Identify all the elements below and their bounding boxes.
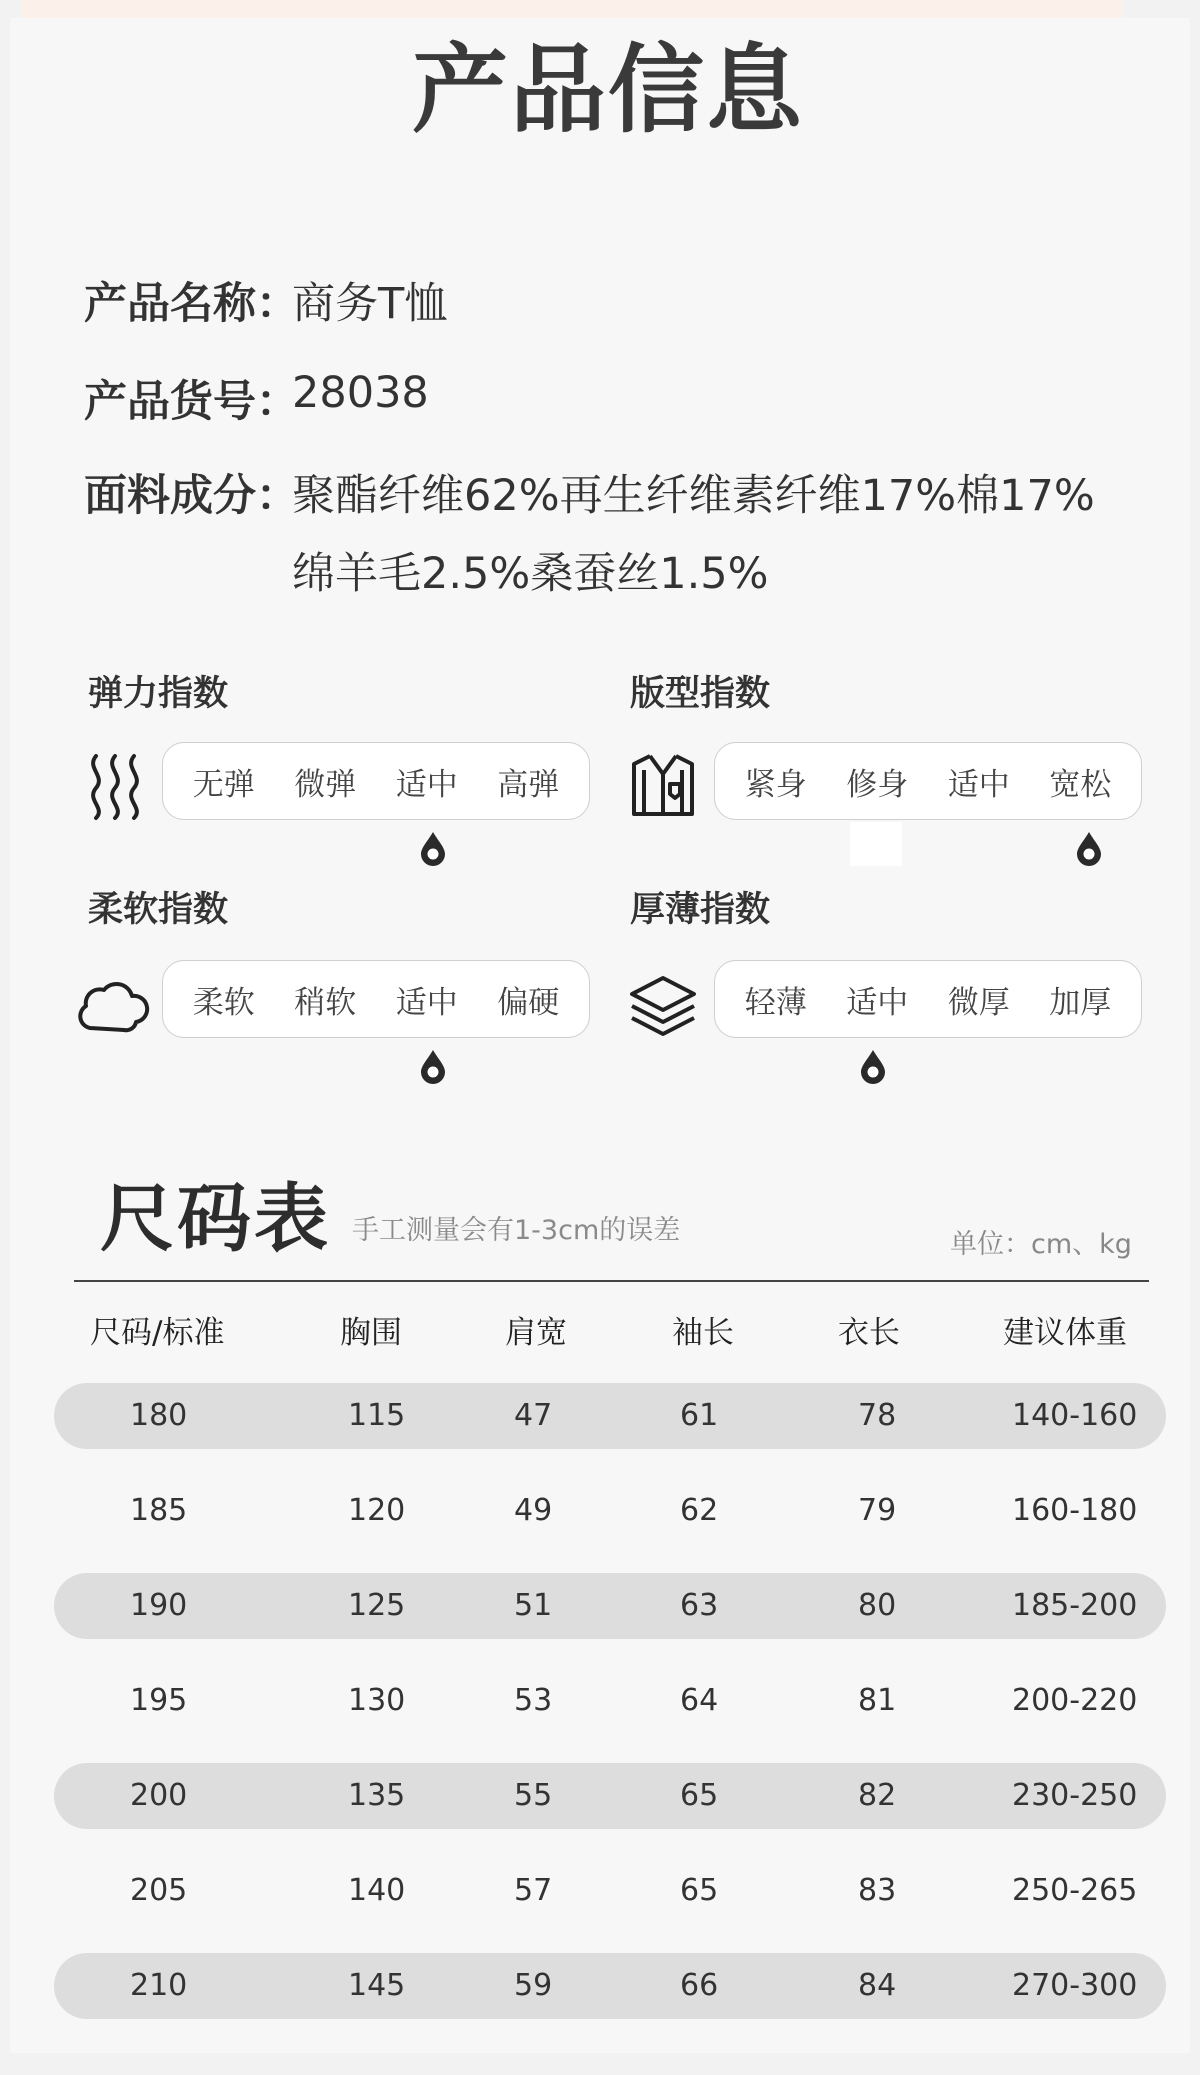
softness-scale bbox=[162, 960, 590, 1038]
product-code-value: 28038 bbox=[292, 368, 429, 418]
table-cell: 59 bbox=[514, 1968, 553, 2003]
table-cell: 180 bbox=[130, 1398, 188, 1433]
product-name-label: 产品名称： bbox=[84, 279, 299, 329]
table-cell: 130 bbox=[348, 1683, 406, 1718]
table-header: 衣长 bbox=[838, 1315, 900, 1351]
table-cell: 64 bbox=[680, 1683, 719, 1718]
thickness-option: 适中 bbox=[846, 984, 909, 1021]
table-cell: 65 bbox=[680, 1778, 719, 1813]
table-cell: 57 bbox=[514, 1873, 553, 1908]
fit-scale bbox=[714, 742, 1142, 820]
table-cell: 230-250 bbox=[1012, 1778, 1138, 1813]
size-chart-divider bbox=[74, 1280, 1149, 1282]
elasticity-option: 适中 bbox=[395, 766, 458, 803]
table-cell: 250-265 bbox=[1012, 1873, 1138, 1908]
table-cell: 55 bbox=[514, 1778, 553, 1813]
table-cell: 270-300 bbox=[1012, 1968, 1138, 2003]
elasticity-index-title: 弹力指数 bbox=[88, 674, 229, 714]
table-cell: 120 bbox=[348, 1493, 406, 1528]
table-cell: 140-160 bbox=[1012, 1398, 1138, 1433]
elasticity-option: 高弹 bbox=[497, 766, 560, 803]
table-row-stripe bbox=[54, 1573, 1166, 1639]
table-cell: 200 bbox=[130, 1778, 188, 1813]
table-cell: 125 bbox=[348, 1588, 406, 1623]
softness-option: 柔软 bbox=[192, 984, 255, 1021]
fabric-label: 面料成分： bbox=[84, 471, 299, 521]
elasticity-option: 微弹 bbox=[294, 766, 357, 803]
table-cell: 61 bbox=[680, 1398, 719, 1433]
table-cell: 81 bbox=[858, 1683, 897, 1718]
table-cell: 66 bbox=[680, 1968, 719, 2003]
fit-marker-drop-icon bbox=[1074, 830, 1104, 866]
fit-option: 宽松 bbox=[1049, 766, 1112, 803]
table-cell: 185-200 bbox=[1012, 1588, 1138, 1623]
table-cell: 78 bbox=[858, 1398, 897, 1433]
table-cell: 79 bbox=[858, 1493, 897, 1528]
elasticity-option: 无弹 bbox=[192, 766, 255, 803]
table-header: 建议体重 bbox=[1003, 1315, 1127, 1351]
table-row-stripe bbox=[54, 1953, 1166, 2019]
table-cell: 115 bbox=[348, 1398, 406, 1433]
fabric-line-1: 聚酯纤维62%再生纤维素纤维17%棉17% bbox=[292, 471, 1095, 521]
layers-icon bbox=[626, 972, 700, 1044]
table-cell: 83 bbox=[858, 1873, 897, 1908]
table-row-stripe bbox=[54, 1763, 1166, 1829]
thickness-option: 微厚 bbox=[947, 984, 1010, 1021]
table-cell: 135 bbox=[348, 1778, 406, 1813]
table-cell: 51 bbox=[514, 1588, 553, 1623]
table-cell: 195 bbox=[130, 1683, 188, 1718]
fit-option: 修身 bbox=[846, 766, 909, 803]
thickness-index-title: 厚薄指数 bbox=[630, 890, 771, 930]
white-patch bbox=[850, 822, 902, 866]
table-cell: 65 bbox=[680, 1873, 719, 1908]
thickness-scale bbox=[714, 960, 1142, 1038]
elasticity-marker-drop-icon bbox=[418, 830, 448, 866]
table-cell: 63 bbox=[680, 1588, 719, 1623]
size-chart-note: 手工测量会有1-3cm的误差 bbox=[352, 1215, 681, 1246]
table-header: 肩宽 bbox=[505, 1315, 567, 1351]
table-cell: 210 bbox=[130, 1968, 188, 2003]
table-cell: 190 bbox=[130, 1588, 188, 1623]
table-cell: 49 bbox=[514, 1493, 553, 1528]
table-cell: 82 bbox=[858, 1778, 897, 1813]
table-header: 袖长 bbox=[672, 1315, 734, 1351]
softness-option: 适中 bbox=[395, 984, 458, 1021]
elasticity-scale bbox=[162, 742, 590, 820]
fit-index-title: 版型指数 bbox=[630, 674, 771, 714]
shirt-icon bbox=[630, 750, 696, 822]
table-cell: 185 bbox=[130, 1493, 188, 1528]
table-cell: 53 bbox=[514, 1683, 553, 1718]
table-cell: 145 bbox=[348, 1968, 406, 2003]
table-row-stripe bbox=[54, 1383, 1166, 1449]
softness-option: 稍软 bbox=[294, 984, 357, 1021]
fabric-line-2: 绵羊毛2.5%桑蚕丝1.5% bbox=[292, 549, 769, 599]
table-cell: 47 bbox=[514, 1398, 553, 1433]
softness-option: 偏硬 bbox=[497, 984, 560, 1021]
table-header: 胸围 bbox=[340, 1315, 402, 1351]
size-chart-unit: 单位：cm、kg bbox=[950, 1229, 1132, 1260]
table-cell: 140 bbox=[348, 1873, 406, 1908]
cloud-icon bbox=[74, 974, 150, 1036]
table-cell: 205 bbox=[130, 1873, 188, 1908]
table-cell: 80 bbox=[858, 1588, 897, 1623]
table-cell: 62 bbox=[680, 1493, 719, 1528]
page-title: 产品信息 bbox=[412, 34, 804, 146]
table-cell: 200-220 bbox=[1012, 1683, 1138, 1718]
table-header: 尺码/标准 bbox=[90, 1315, 225, 1351]
thickness-option: 轻薄 bbox=[744, 984, 807, 1021]
thickness-marker-drop-icon bbox=[858, 1048, 888, 1084]
table-cell: 160-180 bbox=[1012, 1493, 1138, 1528]
fit-option: 紧身 bbox=[744, 766, 807, 803]
product-name-value: 商务T恤 bbox=[292, 279, 448, 329]
thickness-option: 加厚 bbox=[1049, 984, 1112, 1021]
heat-wave-icon bbox=[84, 750, 146, 822]
size-chart-title: 尺码表 bbox=[100, 1176, 331, 1262]
softness-index-title: 柔软指数 bbox=[88, 890, 229, 930]
fit-option: 适中 bbox=[947, 766, 1010, 803]
product-code-label: 产品货号： bbox=[84, 377, 299, 427]
softness-marker-drop-icon bbox=[418, 1048, 448, 1084]
table-cell: 84 bbox=[858, 1968, 897, 2003]
